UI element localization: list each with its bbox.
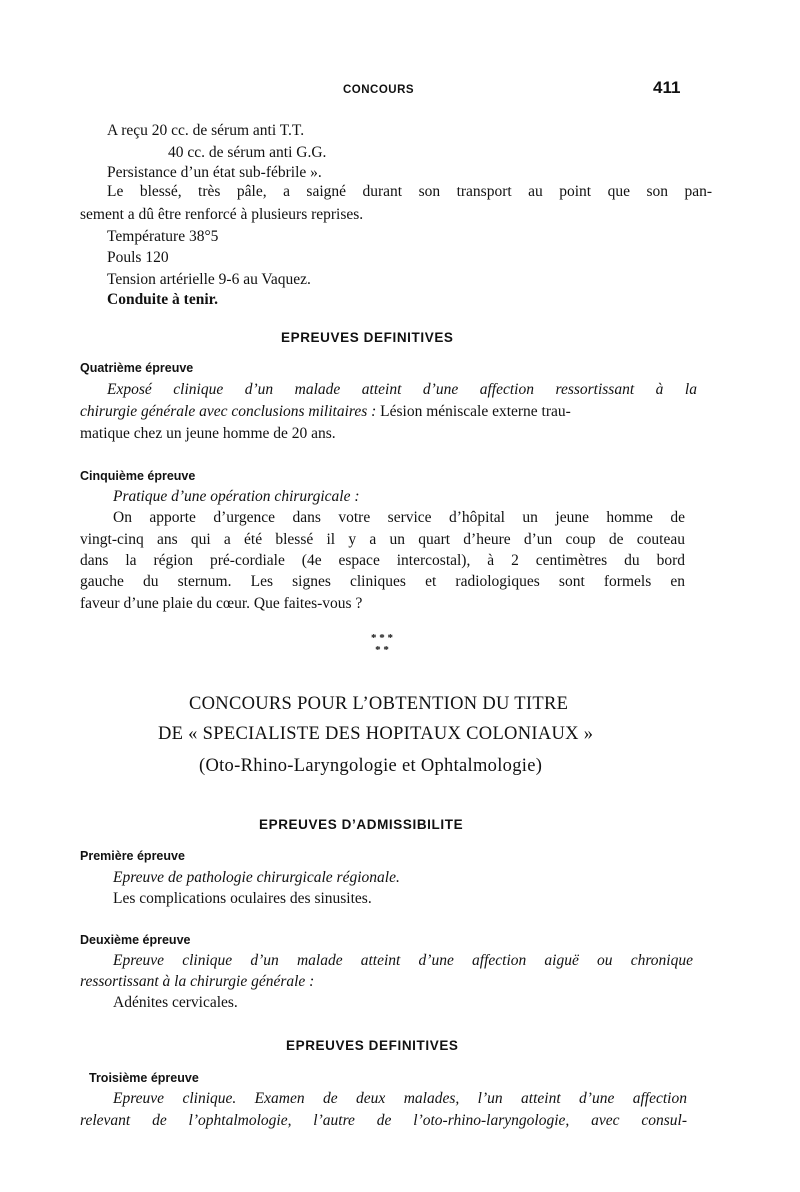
- text-line: gauche du sternum. Les signes cliniques et radiologiques sont formels en: [80, 573, 685, 590]
- text-line: Tension artérielle 9-6 au Vaquez.: [107, 271, 311, 288]
- concours-title-line2: DE « SPECIALISTE DES HOPITAUX COLONIAUX »: [158, 724, 594, 744]
- text-span: Lésion méniscale externe trau-: [376, 403, 571, 420]
- text-line: dans la région pré-cordiale (4e espace intercostal), à 2 centimètres du bord: [80, 552, 685, 569]
- text-span: chirurgie générale avec conclusions militaires :: [80, 403, 377, 420]
- text-line: Exposé clinique d’un malade atteint d’une affection ressortissant à la: [107, 381, 697, 398]
- concours-title-line3: (Oto-Rhino-Laryngologie et Ophtalmologie): [199, 756, 543, 776]
- text-line: sement a dû être renforcé à plusieurs reprises.: [80, 206, 364, 223]
- text-line: faveur d’une plaie du cœur. Que faites-vous ?: [80, 595, 363, 612]
- text-line: vingt-cinq ans qui a été blessé il y a un quart d’heure d’un coup de couteau: [80, 531, 685, 548]
- text-line: Epreuve de pathologie chirurgicale régionale.: [113, 869, 400, 886]
- subsection-title: Cinquième épreuve: [80, 469, 196, 483]
- running-title: CONCOURS: [343, 84, 415, 96]
- text-line: Pouls 120: [107, 249, 169, 266]
- text-line: Température 38°5: [107, 228, 219, 245]
- text-line: Le blessé, très pâle, a saigné durant son transport au point que son pan-: [107, 183, 712, 200]
- section-heading: EPREUVES D’ADMISSIBILITE: [259, 817, 464, 832]
- text-line: Persistance d’un état sub-fébrile ».: [107, 164, 322, 181]
- text-line: A reçu 20 cc. de sérum anti T.T.: [107, 122, 305, 139]
- section-heading: EPREUVES DEFINITIVES: [286, 1038, 459, 1053]
- text-line: On apporte d’urgence dans votre service d’hôpital un jeune homme de: [113, 509, 685, 526]
- text-line: Adénites cervicales.: [113, 994, 238, 1011]
- text-line: Epreuve clinique d’un malade atteint d’une affection aiguë ou chronique: [113, 952, 693, 969]
- text-line: Conduite à tenir.: [107, 291, 218, 308]
- subsection-title: Première épreuve: [80, 849, 185, 863]
- asterism: [367, 632, 397, 656]
- text-line: relevant de l’ophtalmologie, l’autre de l’oto-rhino-laryngologie, avec consul-: [80, 1112, 687, 1129]
- subsection-title: Troisième épreuve: [89, 1071, 199, 1085]
- asterism-bottom: * *: [375, 644, 389, 656]
- text-line: [80, 402, 698, 422]
- text-line: Epreuve clinique. Examen de deux malades, l’un atteint d’une affection: [113, 1090, 687, 1107]
- text-line: matique chez un jeune homme de 20 ans.: [80, 425, 336, 442]
- text-line: Les complications oculaires des sinusites.: [113, 890, 372, 907]
- text-line: Pratique d’une opération chirurgicale :: [113, 488, 360, 505]
- text-line: 40 cc. de sérum anti G.G.: [168, 144, 327, 161]
- subsection-title: Quatrième épreuve: [80, 361, 194, 375]
- page-number: 411: [653, 78, 681, 97]
- subsection-title: Deuxième épreuve: [80, 933, 191, 947]
- concours-title-line1: CONCOURS POUR L’OBTENTION DU TITRE: [189, 694, 569, 714]
- asterism-top: * * *: [371, 632, 393, 644]
- section-heading: EPREUVES DEFINITIVES: [281, 330, 454, 345]
- text-line: ressortissant à la chirurgie générale :: [80, 973, 315, 990]
